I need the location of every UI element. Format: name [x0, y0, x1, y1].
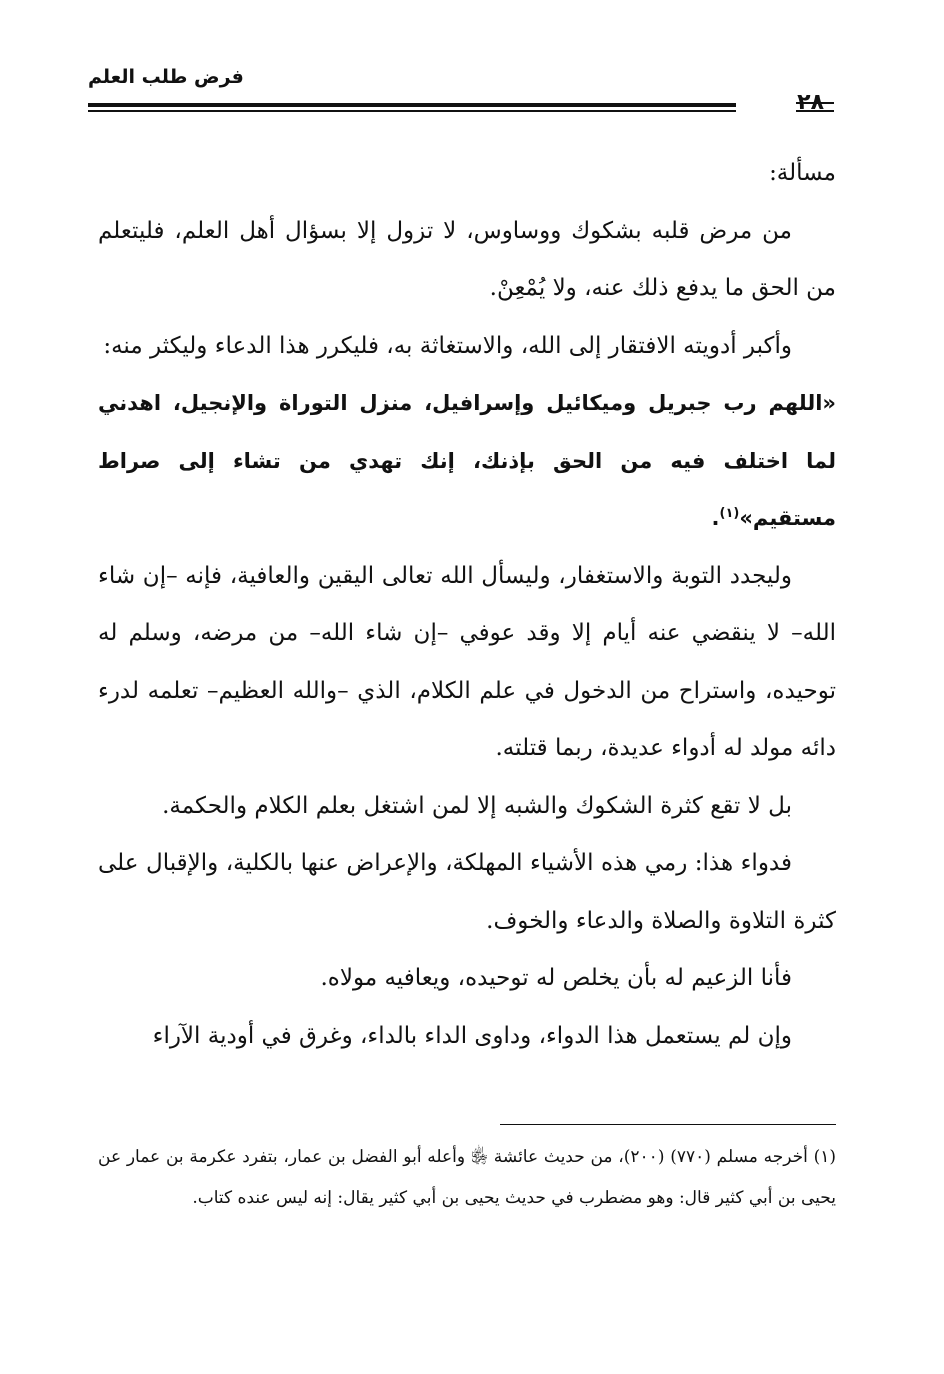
section-heading: مسألة:: [769, 160, 836, 186]
paragraph-2: وأكبر أدويته الافتقار إلى الله، والاستغاثة به، فليكرر هذا الدعاء وليكثر منه:: [103, 332, 792, 359]
paragraph-3: وليجدد التوبة والاستغفار، وليسأل الله تعالى اليقين والعافية، فإنه –إن شاء الله– لا ينقضي عنه أيام إلا وقد عوفي –إن شاء الله– من مرضه، وسلم له توحيده، واستراح من الدخول في علم الكلام، الذي –والله العظيم– تعلمه لدرء دائه مولد له أدواء عديدة، ربما قتلته.: [98, 562, 836, 761]
paragraph-4: بل لا تقع كثرة الشكوك والشبه إلا لمن اشتغل بعلم الكلام والحكمة.: [162, 792, 792, 819]
dua-end: .: [711, 506, 720, 530]
running-title: فرض طلب العلم: [88, 66, 244, 88]
header-rule: [88, 103, 736, 112]
paragraph-5: فدواء هذا: رمي هذه الأشياء المهلكة، والإعراض عنها بالكلية، والإقبال على كثرة التلاوة والصلاة والدعاء والخوف.: [98, 850, 836, 934]
footnotes: [98, 1137, 836, 1219]
dua-quote: [98, 375, 836, 548]
footnote-reference: (١): [719, 506, 740, 521]
footnote-separator: [500, 1124, 836, 1125]
paragraph-1: من مرض قلبه بشكوك ووساوس، لا تزول إلا بسؤال أهل العلم، فليتعلم من الحق ما يدفع ذلك عنه، ولا يُمْعِنْ.: [98, 217, 836, 301]
footnote-1: (١) أخرجه مسلم (٧٧٠) (٢٠٠)، من حديث عائشة ﵂ وأعله أبو الفضل بن عمار، بتفرد عكرمة بن عمار عن يحيى بن أبي كثير قال: وهو مضطرب في حديث يحيى بن أبي كثير يقال: إنه ليس عنده كتاب.: [98, 1147, 836, 1208]
dua-text: «اللهم رب جبريل وميكائيل وإسرافيل، منزل التوراة والإنجيل، اهدني لما اختلف فيه من الحق بإذنك، إنك تهدي من تشاء إلى صراط مستقيم»: [98, 391, 836, 530]
paragraph-6: فأنا الزعيم له بأن يخلص له توحيده، ويعافيه مولاه.: [320, 965, 792, 991]
page-number: ٢٨: [797, 90, 824, 115]
body-text: [98, 145, 836, 1065]
paragraph-7: وإن لم يستعمل هذا الدواء، وداوى الداء بالداء، وغرق في أودية الآراء: [152, 1022, 792, 1049]
